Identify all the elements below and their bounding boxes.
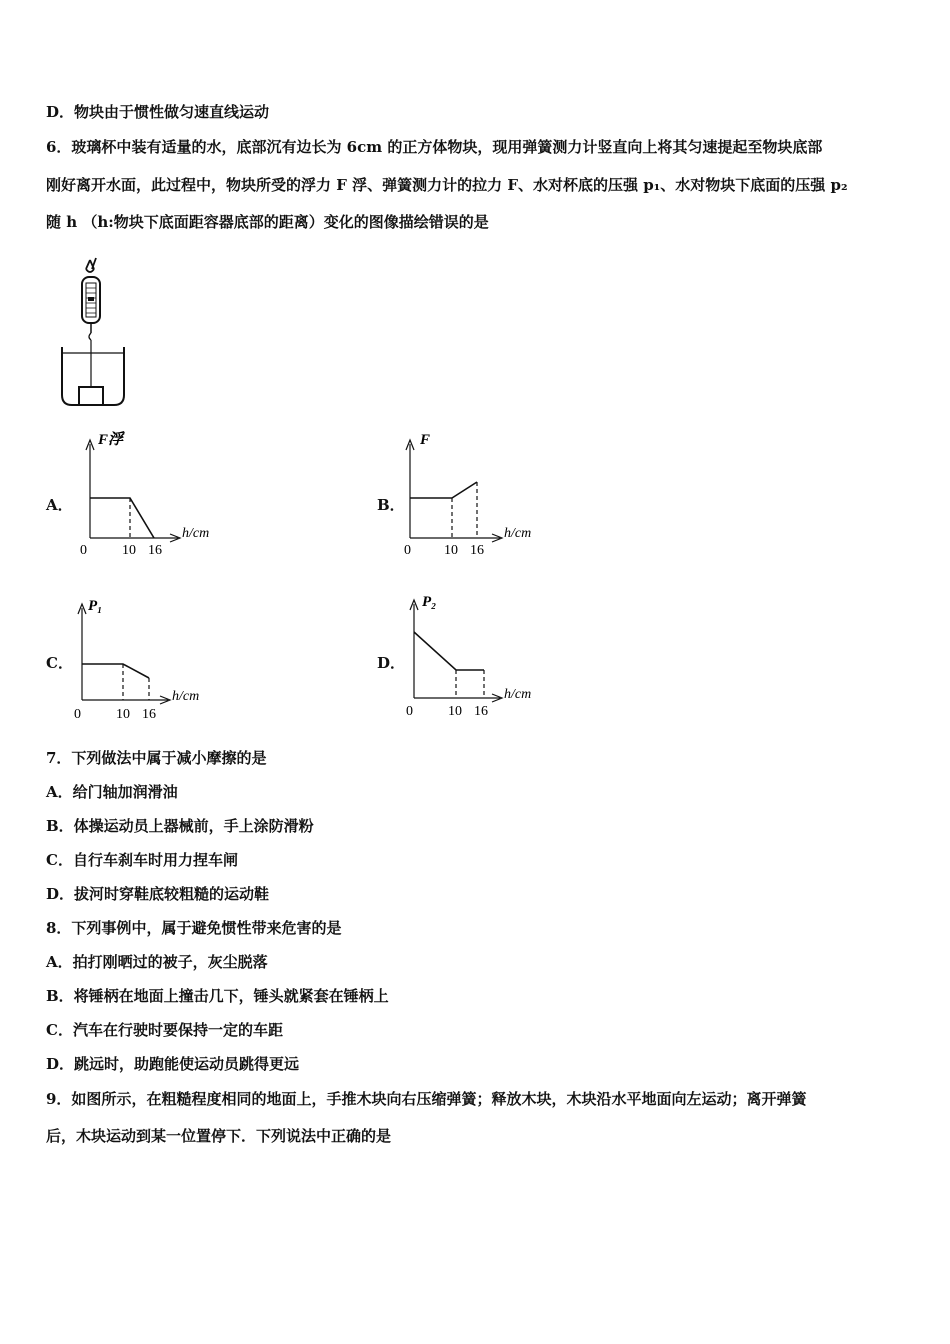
graph-a (72, 428, 232, 560)
graph-b-tick-10: 10 (444, 543, 458, 558)
graph-d (400, 588, 550, 720)
q6-stem-line2: 刚好离开水面，此过程中，物块所受的浮力 F 浮、弹簧测力计的拉力 F、水对杯底的压强 p₁、水对物块下底面的压强 p₂ (46, 176, 848, 194)
graph-c-tick-10: 10 (116, 707, 130, 722)
graph-c-origin: 0 (74, 707, 81, 722)
graph-b-curve (410, 482, 477, 498)
option-d-label[interactable]: D． (377, 654, 406, 672)
graph-d-xlabel: h/cm (504, 687, 532, 702)
graph-c-tick-16: 16 (142, 707, 156, 722)
graph-a-tick-10: 10 (122, 543, 136, 558)
q8-stem: 8．下列事例中，属于避免惯性带来危害的是 (46, 919, 342, 937)
q8-option-d[interactable]: D．跳远时，助跑能使运动员跳得更远 (46, 1055, 300, 1073)
q9-stem-line1: 9．如图所示，在粗糙程度相同的地面上，手推木块向右压缩弹簧；释放木块，木块沿水平地面向左运动；离开弹簧 (46, 1090, 807, 1108)
option-c-label[interactable]: C． (46, 654, 73, 672)
graph-c-curve (82, 664, 149, 678)
q5-option-d: D．物块由于惯性做匀速直线运动 (46, 103, 270, 121)
q6-stem-line3: 随 h （h:物块下底面距容器底部的距离）变化的图像描绘错误的是 (46, 213, 489, 231)
graph-b-ylabel: F (420, 432, 431, 448)
graph-a-origin: 0 (80, 543, 87, 558)
graph-c-ylabel: P₁ (88, 598, 103, 614)
option-a-label[interactable]: A． (46, 496, 73, 514)
q8-option-b[interactable]: B．将锤柄在地面上撞击几下，锤头就紧套在锤柄上 (46, 987, 389, 1005)
option-b-label[interactable]: B． (377, 496, 405, 514)
q6-stem-line1: 6．玻璃杯中装有适量的水，底部沉有边长为 6cm 的正方体物块，现用弹簧测力计竖直向上将其匀速提起至物块底部 (46, 138, 823, 156)
graph-c-xlabel: h/cm (172, 689, 200, 704)
graph-a-xlabel: h/cm (182, 526, 210, 541)
q7-option-d[interactable]: D．拔河时穿鞋底较粗糙的运动鞋 (46, 885, 270, 903)
graph-a-ylabel: F浮 (98, 432, 124, 448)
q7-option-b[interactable]: B．体操运动员上器械前，手上涂防滑粉 (46, 817, 314, 835)
graph-d-tick-16: 16 (474, 704, 488, 719)
q7-option-c[interactable]: C．自行车刹车时用力捏车闸 (46, 851, 238, 869)
q8-option-c[interactable]: C．汽车在行驶时要保持一定的车距 (46, 1021, 283, 1039)
graph-d-tick-10: 10 (448, 704, 462, 719)
graph-d-origin: 0 (406, 704, 413, 719)
graph-b (400, 428, 560, 560)
q8-option-a[interactable]: A．拍打刚晒过的被子，灰尘脱落 (46, 953, 268, 971)
graph-a-tick-16: 16 (148, 543, 162, 558)
q9-stem-line2: 后，木块运动到某一位置停下．下列说法中正确的是 (46, 1127, 392, 1145)
q7-stem: 7．下列做法中属于减小摩擦的是 (46, 749, 267, 767)
graph-b-tick-16: 16 (470, 543, 484, 558)
graph-b-origin: 0 (404, 543, 411, 558)
graph-c (68, 592, 228, 724)
spring-scale-beaker-figure (56, 255, 146, 410)
q7-option-a[interactable]: A．给门轴加润滑油 (46, 783, 178, 801)
graph-d-ylabel: P₂ (422, 594, 437, 610)
graph-a-curve (90, 498, 154, 538)
graph-d-curve (414, 632, 484, 670)
graph-b-xlabel: h/cm (504, 526, 532, 541)
